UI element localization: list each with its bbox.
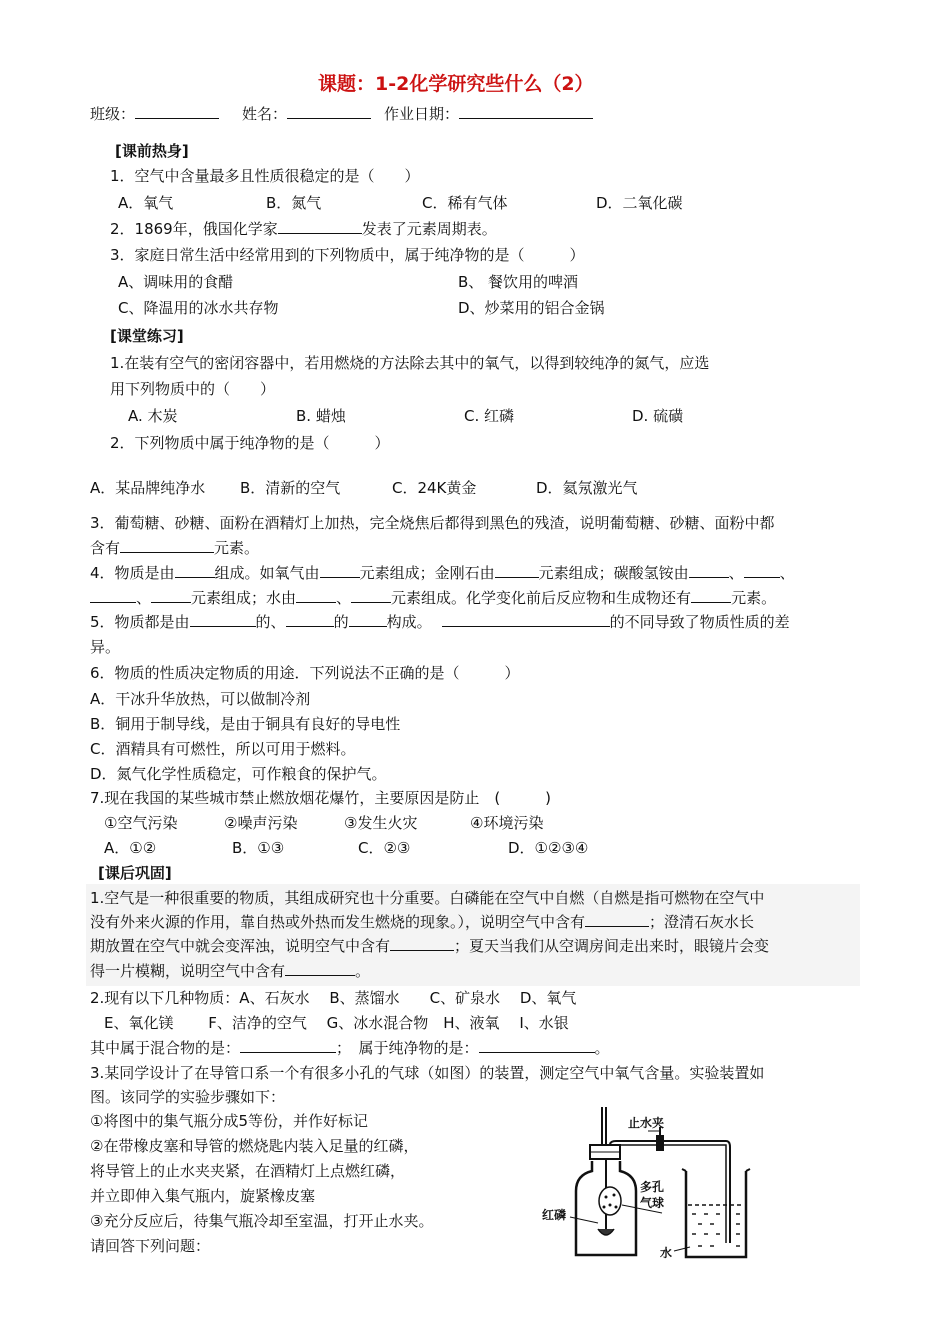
page-title: 课题：1-2化学研究些什么（2） (318, 73, 594, 95)
class-q1-options (128, 406, 683, 426)
class-q2-options (90, 478, 638, 498)
class-q7-options (104, 838, 588, 858)
post-q1-line4: 得一片模糊，说明空气中含有 。 (90, 962, 371, 980)
pre-q3-option-b: B、 餐饮用的啤酒 (458, 273, 579, 291)
post-q3-line2: 图。该同学的实验步骤如下： (90, 1088, 286, 1106)
option: B. 蜡烛 (296, 407, 346, 425)
option: B．氮气 (266, 194, 322, 212)
option: A．某品牌纯净水 (90, 479, 206, 497)
post-q3-step-3: ③充分反应后，待集气瓶冷却至室温，打开止水夹。 (90, 1212, 434, 1230)
class-q3-line2: 含有 元素。 (90, 539, 260, 557)
class-q6-option-a: A．干冰升华放热，可以做制冷剂 (90, 690, 311, 708)
option: A. 木炭 (128, 407, 178, 425)
section-class-heading: [课堂练习] (110, 327, 184, 345)
post-q1-line1: 1.空气是一种很重要的物质，其组成研究也十分重要。白磷能在空气中自燃（自燃是指可燃物在空气中 (90, 889, 765, 907)
class-q6-stem: 6．物质的性质决定物质的用途．下列说法不正确的是（ ） (90, 664, 520, 682)
class-q4-line2: 、 元素组成；水由 、 元素组成。化学变化前后反应物和生成物还有 元素。 (90, 588, 776, 608)
class-label: 班级： (90, 104, 219, 124)
water-clamp-icon (656, 1135, 664, 1151)
option: A．①② (104, 839, 157, 857)
pre-q3-option-c: C、降温用的冰水共存物 (118, 299, 279, 317)
balloon-label-2: 气球 (640, 1196, 665, 1210)
option: D. 硫磺 (632, 407, 684, 425)
class-q7-items (104, 813, 543, 833)
post-q3-step-2: ②在带橡皮塞和导管的燃烧匙内装入足量的红磷， (90, 1137, 419, 1155)
class-q6-option-c: C．酒精具有可燃性，所以可用于燃料。 (90, 740, 356, 758)
post-q2-stem: 2.现有以下几种物质：A、石灰水 B、蒸馏水 C、矿泉水 D、氧气 (90, 989, 577, 1007)
class-q5-line1: 5．物质都是由 的、 的 构成。 的不同导致了物质性质的差 (90, 613, 790, 631)
water-label: 水 (660, 1246, 673, 1260)
list-item: ③发生火灾 (344, 814, 418, 832)
option: D．氦氖激光气 (536, 479, 638, 497)
class-q2-stem: 2．下列物质中属于纯净物的是（ ） (110, 434, 390, 452)
class-q6-option-d: D．氮气化学性质稳定，可作粮食的保护气。 (90, 765, 387, 783)
class-q1-line2: 用下列物质中的（ ） (110, 380, 276, 398)
phosphorus-label: 红磷 (542, 1208, 567, 1222)
pre-q1-options (118, 193, 683, 213)
option: C．24K黄金 (392, 479, 477, 497)
porous-balloon-icon (599, 1187, 621, 1215)
list-item: ②噪声污染 (224, 814, 298, 832)
post-q3-line1: 3.某同学设计了在导管口系一个有很多小孔的气球（如图）的装置，测定空气中氧气含量。实验装置如 (90, 1064, 765, 1082)
pre-q3-option-a: A、调味用的食醋 (118, 273, 234, 291)
post-q1-line3: 期放置在空气中就会变浑浊，说明空气中含有 ；夏天当我们从空调房间走出来时，眼镜片会变 (90, 937, 770, 955)
post-q2-line2: E、氧化镁 F、洁净的空气 G、冰水混合物 H、液氧 I、水银 (104, 1014, 569, 1032)
post-q3-step-2-end: 并立即伸入集气瓶内，旋紧橡皮塞 (90, 1187, 316, 1205)
section-post-heading: [课后巩固] (98, 864, 172, 882)
date-label: 作业日期： (384, 104, 593, 124)
section-pre-heading: [课前热身] (115, 142, 189, 160)
apparatus-figure (540, 1105, 760, 1270)
class-q7-stem: 7.现在我国的某些城市禁止燃放烟花爆竹，主要原因是防止 ( ) (90, 789, 552, 807)
list-item: ④环境污染 (470, 814, 544, 832)
pre-q1-stem: 1．空气中含量最多且性质很稳定的是（ ） (110, 167, 420, 185)
name-label: 姓名： (242, 104, 371, 124)
option: B．清新的空气 (240, 479, 341, 497)
option: B．①③ (232, 839, 285, 857)
option: D．二氧化碳 (596, 194, 683, 212)
post-q1-line2: 没有外来火源的作用，靠自热或外热而发生燃烧的现象。），说明空气中含有 ；澄清石灰水长 (90, 913, 755, 931)
pre-q3-stem: 3．家庭日常生活中经常用到的下列物质中，属于纯净物的是（ ） (110, 246, 585, 264)
clip-label: 止水夹 (628, 1116, 665, 1130)
class-q6-option-b: B．铜用于制导线，是由于铜具有良好的导电性 (90, 715, 401, 733)
option: D．①②③④ (508, 839, 589, 857)
option: C. 红磷 (464, 407, 515, 425)
option: C．②③ (358, 839, 411, 857)
option: C．稀有气体 (422, 194, 508, 212)
list-item: ①空气污染 (104, 814, 178, 832)
pre-q3-option-d: D、炒菜用的铝合金锅 (458, 299, 605, 317)
class-q4-line1: 4．物质是由 组成。如氧气由 元素组成；金刚石由 元素组成；碳酸氢铵由 、 、 (90, 564, 795, 582)
option: A．氧气 (118, 194, 174, 212)
post-q3-step-2-cont: 将导管上的止水夹夹紧，在酒精灯上点燃红磷， (90, 1162, 406, 1180)
post-q2-line3: 其中属于混合物的是： ； 属于纯净物的是： 。 (90, 1039, 610, 1057)
class-q3-line1: 3．葡萄糖、砂糖、面粉在酒精灯上加热，完全烧焦后都得到黑色的残渣，说明葡萄糖、砂糖、面粉中都 (90, 514, 775, 532)
class-q1-line1: 1.在装有空气的密闭容器中，若用燃烧的方法除去其中的氧气，以得到较纯净的氮气，应选 (110, 354, 710, 372)
post-q3-ask: 请回答下列问题： (90, 1237, 211, 1255)
post-q3-step-1: ①将图中的集气瓶分成5等份，并作好标记 (90, 1112, 368, 1130)
pre-q2: 2．1869年，俄国化学家 发表了元素周期表。 (110, 220, 497, 238)
balloon-label-1: 多孔 (640, 1180, 665, 1194)
class-q5-line2: 异。 (90, 638, 121, 656)
